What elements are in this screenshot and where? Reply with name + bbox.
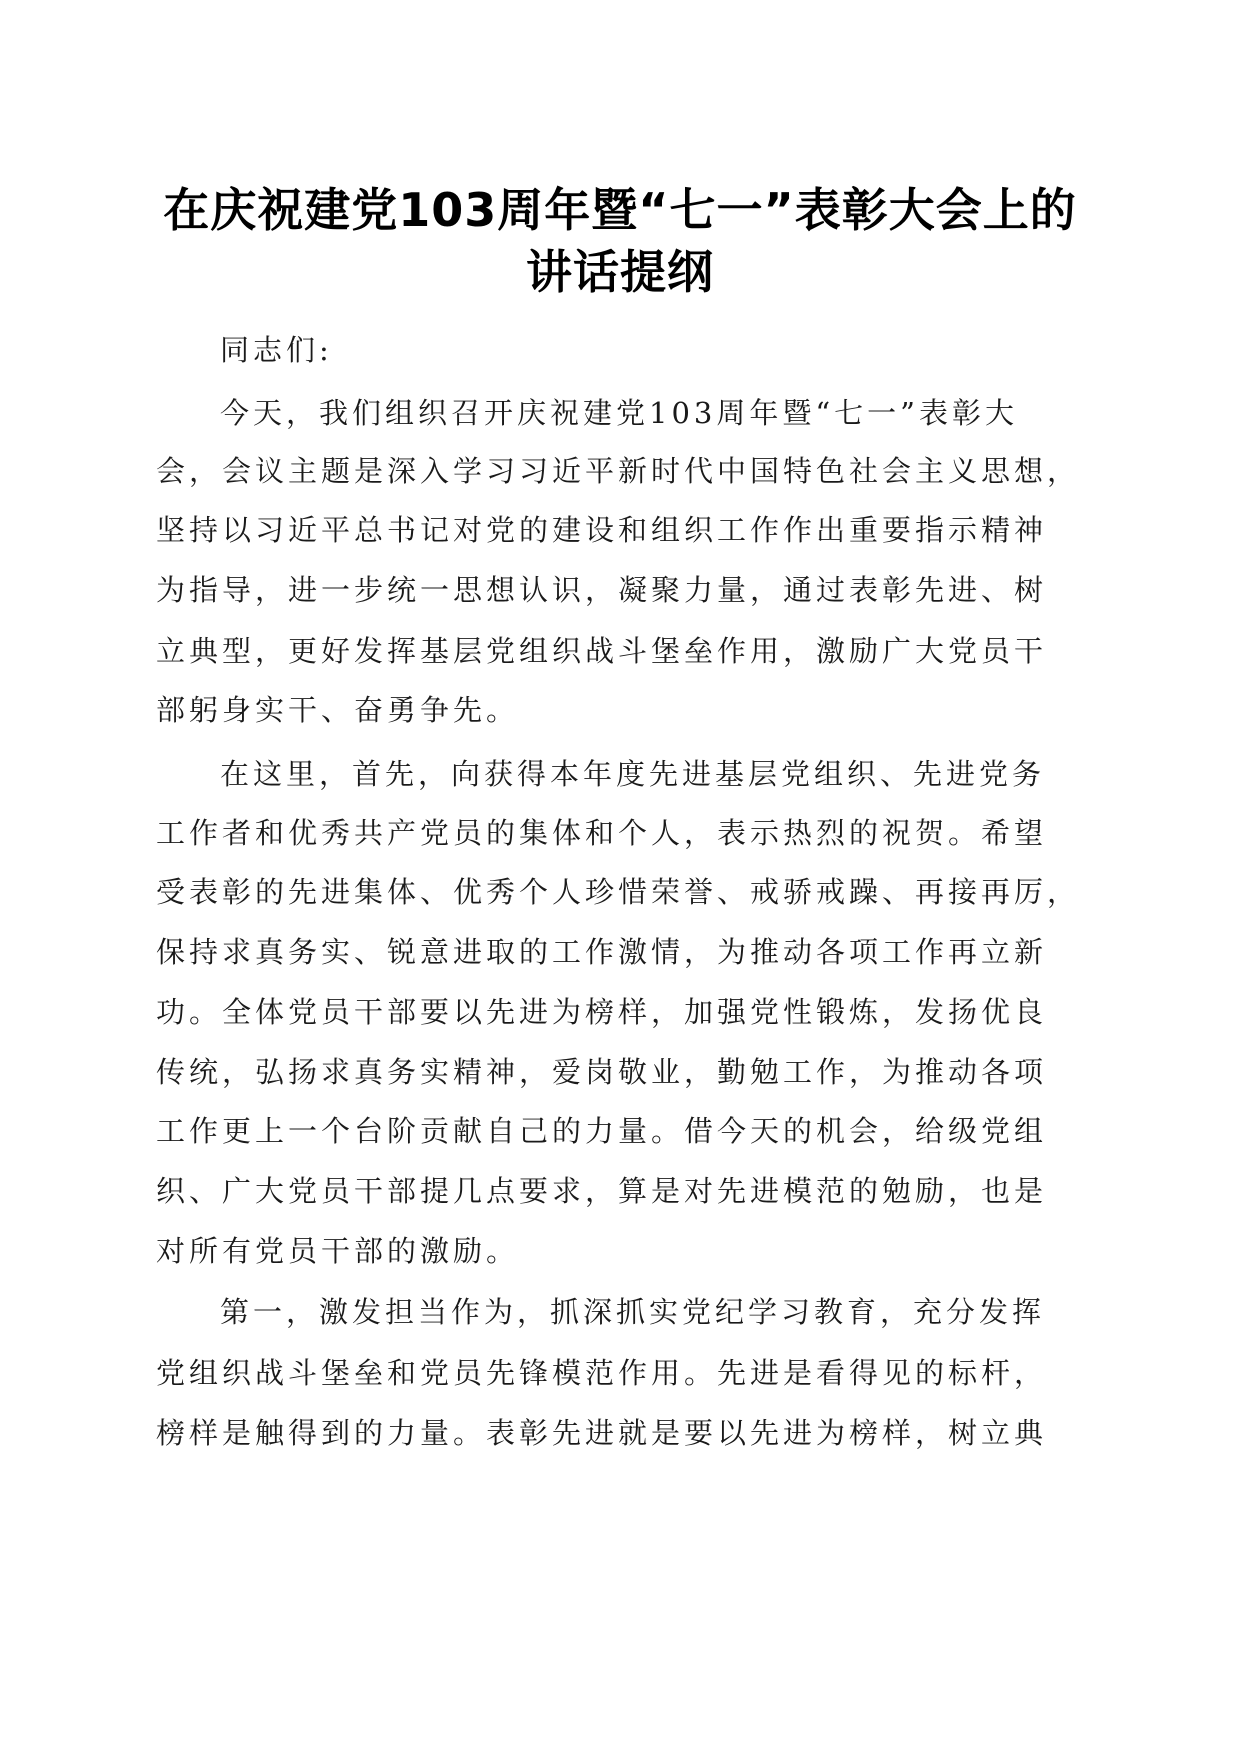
paragraph-3-line: 党组织战斗堡垒和党员先锋模范作用。先进是看得见的标杆，	[156, 1356, 1048, 1390]
paragraph-1-line: 为指导，进一步统一思想认识，凝聚力量，通过表彰先进、树	[156, 573, 1048, 607]
paragraph-1-line: 今天，我们组织召开庆祝建党103周年暨“七一”表彰大	[220, 396, 1019, 430]
paragraph-2-line: 对所有党员干部的激励。	[156, 1234, 520, 1268]
paragraph-2-line: 在这里，首先，向获得本年度先进基层党组织、先进党务	[220, 757, 1046, 791]
paragraph-2-line: 保持求真务实、锐意进取的工作激情，为推动各项工作再立新	[156, 935, 1048, 969]
paragraph-2-line: 工作更上一个台阶贡献自己的力量。借今天的机会，给级党组	[156, 1114, 1048, 1148]
paragraph-3-line: 榜样是触得到的力量。表彰先进就是要以先进为榜样，树立典	[156, 1416, 1048, 1450]
paragraph-2-line: 功。全体党员干部要以先进为榜样，加强党性锻炼，发扬优良	[156, 995, 1048, 1029]
paragraph-2-line: 受表彰的先进集体、优秀个人珍惜荣誉、戒骄戒躁、再接再厉，	[156, 875, 1081, 909]
paragraph-1-line: 部躬身实干、奋勇争先。	[156, 693, 520, 727]
paragraph-3-line: 第一，激发担当作为，抓深抓实党纪学习教育，充分发挥	[220, 1295, 1046, 1329]
paragraph-2-line: 工作者和优秀共产党员的集体和个人，表示热烈的祝贺。希望	[156, 816, 1048, 850]
paragraph-1-line: 立典型，更好发挥基层党组织战斗堡垒作用，激励广大党员干	[156, 634, 1048, 668]
paragraph-2-line: 传统，弘扬求真务实精神，爱岗敬业，勤勉工作，为推动各项	[156, 1055, 1048, 1089]
paragraph-1-line: 会，会议主题是深入学习习近平新时代中国特色社会主义思想，	[156, 454, 1081, 488]
document-title-line-1: 在庆祝建党103周年暨“七一”表彰大会上的	[163, 183, 1077, 237]
document-title-line-2: 讲话提纲	[526, 245, 714, 299]
paragraph-2-line: 织、广大党员干部提几点要求，算是对先进模范的勉励，也是	[156, 1174, 1048, 1208]
paragraph-1-line: 坚持以习近平总书记对党的建设和组织工作作出重要指示精神	[156, 513, 1048, 547]
salutation: 同志们:	[220, 333, 333, 367]
